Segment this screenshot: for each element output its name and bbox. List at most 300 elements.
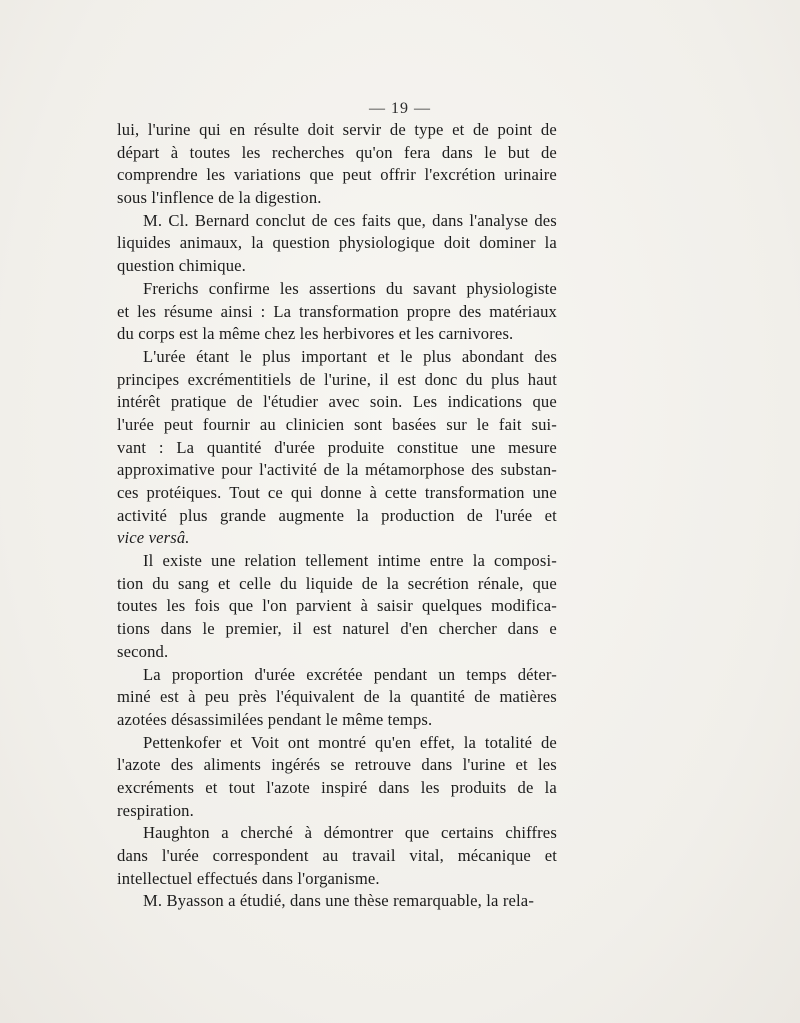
word: la	[346, 460, 359, 480]
word: Il	[143, 551, 154, 571]
word: donne	[320, 483, 362, 502]
word: l'urine,	[323, 369, 371, 389]
word: à	[304, 823, 313, 843]
word: soin.	[369, 392, 403, 412]
word: que	[404, 823, 430, 843]
word: assertions	[308, 278, 376, 298]
word: totalité	[484, 732, 533, 752]
word: constitue	[396, 437, 459, 457]
word: de	[361, 573, 378, 593]
word: excréments	[117, 777, 195, 797]
word: et	[544, 505, 557, 525]
word: la	[544, 233, 557, 253]
paragraph	[117, 890, 557, 913]
text-line	[117, 210, 557, 233]
word: de	[517, 777, 534, 797]
word: Frerichs	[143, 278, 199, 298]
word: quantité	[206, 437, 262, 457]
word: l'azote	[117, 755, 161, 775]
word: et	[229, 732, 243, 752]
word: physiologiste	[466, 278, 557, 298]
word: servir	[342, 120, 382, 139]
word: proportion	[171, 664, 244, 684]
text-span: question chimique.	[117, 256, 246, 276]
text-line	[117, 482, 557, 505]
word: du	[280, 573, 297, 593]
text-line	[117, 550, 557, 573]
word: haut	[527, 369, 557, 389]
word: peut	[163, 414, 194, 434]
word: lui,	[117, 120, 140, 139]
word: physiologique	[338, 233, 435, 253]
paragraph	[117, 346, 557, 550]
word: d'en	[400, 619, 428, 639]
text-line	[117, 709, 557, 732]
paragraph	[117, 278, 557, 346]
word: urinaire	[504, 165, 557, 185]
word: La	[176, 437, 195, 457]
word: dans	[160, 619, 192, 639]
word: avec	[328, 392, 360, 412]
word: tions	[117, 619, 151, 639]
word: vital,	[409, 846, 444, 865]
word: la	[463, 732, 477, 752]
text-line	[117, 459, 557, 482]
word: la	[388, 687, 402, 707]
word: à	[369, 483, 378, 502]
text-line	[117, 800, 557, 823]
text-line	[117, 301, 557, 324]
word: Tout	[229, 483, 261, 502]
word: dans	[117, 846, 149, 865]
text-line	[117, 346, 557, 369]
word: pour	[221, 460, 253, 480]
word: des	[458, 301, 482, 321]
word: ingérés	[271, 755, 321, 775]
word: vant	[117, 437, 147, 457]
text-line	[117, 641, 557, 664]
word: conclut	[255, 210, 306, 230]
word: près	[238, 687, 267, 707]
word: quantité	[410, 687, 466, 707]
word: des	[534, 346, 557, 366]
word: chiffres	[505, 823, 557, 843]
word: ce	[267, 483, 283, 502]
word: à	[360, 596, 369, 616]
word: activité	[117, 505, 168, 525]
paragraph	[117, 119, 557, 210]
word: Les	[412, 392, 438, 412]
word: de	[311, 210, 328, 230]
word: Bernard	[194, 210, 250, 230]
word: liquide	[305, 573, 353, 593]
word: principes	[117, 369, 180, 389]
word: l'analyse	[469, 210, 529, 230]
word: basées	[392, 414, 437, 434]
text-line	[117, 890, 557, 913]
word: de	[299, 369, 316, 389]
word: une	[470, 437, 496, 457]
word: quelques	[421, 596, 483, 616]
word: et	[515, 755, 528, 775]
word: dans	[378, 777, 410, 797]
word: au	[322, 846, 339, 865]
word: de	[540, 142, 557, 162]
word: plus	[262, 346, 291, 366]
word: type	[414, 120, 444, 139]
text-line	[117, 414, 557, 437]
word: mesure	[508, 437, 557, 457]
word: tion	[117, 573, 144, 593]
word: et	[544, 846, 557, 865]
text-line	[117, 732, 557, 755]
word: propre	[406, 301, 451, 321]
word: l'excrétion	[424, 165, 496, 185]
word: il	[379, 369, 389, 389]
word: transformation	[424, 483, 525, 502]
word: approximative	[117, 460, 215, 480]
word: toutes	[189, 142, 231, 162]
word: plus	[423, 346, 452, 366]
word: l'on	[262, 596, 288, 616]
word: est	[397, 369, 417, 389]
text-line	[117, 119, 557, 142]
word: est	[312, 619, 332, 639]
text-span: sous l'inflence de la digestion.	[117, 188, 322, 208]
word: intérêt	[117, 392, 161, 412]
word: dans	[441, 142, 473, 162]
word: les	[166, 596, 186, 616]
word: pendant	[373, 664, 428, 684]
text-line	[117, 527, 557, 550]
word: transformation	[299, 301, 399, 321]
word: toutes	[117, 596, 158, 616]
word: résulte	[253, 120, 300, 139]
word: la	[251, 233, 264, 253]
word: travail	[352, 846, 396, 865]
text-line	[117, 232, 557, 255]
word: sui-	[531, 414, 557, 434]
word: les	[137, 301, 157, 321]
word: question	[272, 233, 330, 253]
word: la	[544, 777, 557, 797]
word: sont	[354, 414, 383, 434]
text-line	[117, 595, 557, 618]
word: doit	[307, 120, 335, 139]
word: le	[484, 142, 497, 162]
word: savant	[413, 278, 457, 298]
word: confirme	[208, 278, 270, 298]
word: l'urée	[495, 505, 533, 525]
word: indications	[447, 392, 523, 412]
word: ces	[333, 210, 356, 230]
paragraph	[117, 550, 557, 663]
word: le	[476, 414, 490, 434]
word: tout	[228, 777, 256, 797]
word: ainsi	[220, 301, 253, 321]
word: que	[532, 573, 557, 593]
word: fait	[498, 414, 522, 434]
word: l'équivalent	[275, 687, 355, 707]
word: déter-	[517, 664, 557, 684]
word: animaux,	[179, 233, 243, 253]
word: mécanique	[457, 846, 531, 865]
word: et	[205, 777, 218, 797]
word: composi-	[493, 551, 557, 571]
word: de	[540, 120, 557, 139]
word: dans	[421, 755, 453, 775]
word: secrétion	[407, 573, 469, 593]
word: le	[400, 346, 413, 366]
word: étant	[196, 346, 230, 366]
word: qui	[199, 120, 221, 139]
word: de	[389, 120, 406, 139]
word: et	[217, 573, 231, 593]
text-line	[117, 618, 557, 641]
word: les	[538, 755, 557, 775]
text-span: respiration.	[117, 800, 194, 820]
word: la	[472, 551, 485, 571]
text-line	[117, 868, 557, 891]
word: parvient	[296, 596, 352, 616]
word: abondant	[461, 346, 524, 366]
word: faits	[361, 210, 392, 230]
word: inspiré	[321, 777, 368, 797]
word: variations	[233, 165, 301, 185]
text-line	[117, 278, 557, 301]
word: dominer	[479, 233, 536, 253]
text-line	[117, 437, 557, 460]
word: :	[158, 437, 164, 457]
text-line	[117, 505, 557, 528]
word: cherché	[240, 823, 294, 843]
word: offrir	[380, 165, 416, 185]
word: miné	[117, 687, 151, 707]
word: que,	[397, 210, 426, 230]
word: peut	[342, 165, 372, 185]
word: du	[152, 573, 170, 593]
word: les	[420, 777, 440, 797]
word: e	[549, 619, 557, 639]
word: augmente	[278, 505, 345, 525]
word: grande	[220, 505, 267, 525]
word: but	[507, 142, 530, 162]
word: que	[309, 165, 334, 185]
word: le	[239, 346, 252, 366]
word: l'urine	[462, 755, 506, 775]
word: existe	[162, 551, 203, 571]
word: départ	[117, 142, 160, 162]
word: la	[356, 505, 369, 525]
word: résume	[163, 301, 213, 321]
word: l'urée	[117, 414, 155, 434]
word: important	[301, 346, 368, 366]
text-line	[117, 142, 557, 165]
text-span: du corps est la même chez les herbivores et les carnivores.	[117, 324, 514, 344]
word: du	[465, 369, 483, 389]
word: la	[386, 573, 399, 593]
word: chercher	[438, 619, 497, 639]
text-line	[117, 164, 557, 187]
word: matériaux	[489, 301, 557, 321]
word: de	[323, 460, 340, 480]
text-span: azotées désassimilées pendant le même temps.	[117, 709, 433, 729]
text-span: second.	[117, 641, 169, 661]
word: donc	[424, 369, 458, 389]
word: modifica-	[491, 596, 557, 616]
word: celle	[239, 573, 272, 593]
word: naturel	[342, 619, 390, 639]
word: sur	[446, 414, 467, 434]
word: plus	[179, 505, 208, 525]
word: clinicien	[285, 414, 345, 434]
text-line	[117, 323, 557, 346]
word: excrétée	[306, 664, 363, 684]
word: l'urée	[161, 846, 199, 865]
word: fera	[404, 142, 431, 162]
word: qu'on	[355, 142, 393, 162]
word: les	[279, 278, 299, 298]
word: se	[330, 755, 345, 775]
text-line	[117, 822, 557, 845]
paragraph	[117, 822, 557, 890]
word: comprendre	[117, 165, 198, 185]
word: a	[221, 823, 229, 843]
word: une	[532, 483, 557, 502]
word: en	[229, 120, 246, 139]
word: que	[532, 392, 557, 412]
word: l'urine	[147, 120, 191, 139]
word: l'étudier	[263, 392, 319, 412]
word: d'urée	[254, 664, 296, 684]
word: La	[273, 301, 292, 321]
word: saisir	[377, 596, 413, 616]
word: protéiques.	[146, 483, 222, 502]
word: production	[381, 505, 455, 525]
text-line	[117, 664, 557, 687]
word: entre	[429, 551, 464, 571]
word: matières	[499, 687, 557, 707]
word: aliments	[203, 755, 262, 775]
text-span: M. Byasson a étudié, dans une thèse remarquable, la rela-	[143, 891, 534, 911]
text-line	[117, 391, 557, 414]
word: métamorphose	[365, 460, 465, 480]
word: du	[386, 278, 403, 298]
word: temps	[466, 664, 507, 684]
word: de	[474, 687, 491, 707]
word: correspondent	[212, 846, 309, 865]
word: au	[259, 414, 276, 434]
body-text	[117, 119, 557, 913]
word: La	[143, 664, 161, 684]
word: dans	[432, 210, 464, 230]
word: d'urée	[274, 437, 316, 457]
text-line	[117, 369, 557, 392]
word: point	[497, 120, 533, 139]
word: de	[472, 120, 489, 139]
word: produite	[327, 437, 385, 457]
word: rénale,	[477, 573, 524, 593]
text-line	[117, 255, 557, 278]
word: fois	[194, 596, 220, 616]
word: relation	[244, 551, 297, 571]
word: le	[202, 619, 215, 639]
word: premier,	[225, 619, 282, 639]
word: de	[363, 687, 380, 707]
word: effet,	[419, 732, 455, 752]
word: intime	[377, 551, 421, 571]
word: montré	[318, 732, 367, 752]
word: L'urée	[143, 346, 186, 366]
paragraph	[117, 664, 557, 732]
word: produits	[450, 777, 507, 797]
word: les	[241, 142, 261, 162]
page-number: — 19 —	[369, 100, 431, 117]
word: qui	[290, 483, 313, 502]
word: à	[170, 142, 179, 162]
word: recherches	[271, 142, 345, 162]
text-span: vice versâ.	[117, 528, 190, 548]
word: de	[540, 732, 557, 752]
word: l'activité	[259, 460, 318, 480]
word: des	[534, 210, 557, 230]
text-line	[117, 686, 557, 709]
word: des	[471, 460, 494, 480]
word: substan-	[500, 460, 557, 480]
word: de	[466, 505, 483, 525]
word: démontrer	[323, 823, 394, 843]
word: dans	[507, 619, 539, 639]
word: fournir	[202, 414, 251, 434]
text-line	[117, 187, 557, 210]
word: de	[236, 392, 253, 412]
word: sang	[178, 573, 210, 593]
text-line	[117, 754, 557, 777]
word: retrouve	[354, 755, 412, 775]
word: une	[211, 551, 236, 571]
word: certains	[440, 823, 494, 843]
word: tellement	[305, 551, 369, 571]
text-line	[117, 573, 557, 596]
word: doit	[443, 233, 471, 253]
word: Haughton	[143, 823, 210, 843]
text-line	[117, 845, 557, 868]
text-line	[117, 777, 557, 800]
word: qu'en	[375, 732, 412, 752]
word: ces	[117, 483, 139, 502]
word: est	[160, 687, 179, 707]
paragraph	[117, 732, 557, 823]
word: cette	[384, 483, 417, 502]
word: Voit	[251, 732, 280, 752]
word: l'azote	[266, 777, 310, 797]
word: pratique	[170, 392, 227, 412]
word: Pettenkofer	[143, 732, 222, 752]
word: et	[377, 346, 390, 366]
text-span: intellectuel effectués dans l'organisme.	[117, 868, 380, 888]
word: liquides	[117, 233, 171, 253]
word: il	[292, 619, 303, 639]
word: des	[170, 755, 194, 775]
word: et	[452, 120, 465, 139]
word: plus	[491, 369, 520, 389]
word: les	[206, 165, 226, 185]
word: M.	[143, 210, 163, 230]
word: un	[438, 664, 456, 684]
word: excrémentitiels	[187, 369, 292, 389]
word: Cl.	[168, 210, 189, 230]
word: à	[188, 687, 196, 707]
